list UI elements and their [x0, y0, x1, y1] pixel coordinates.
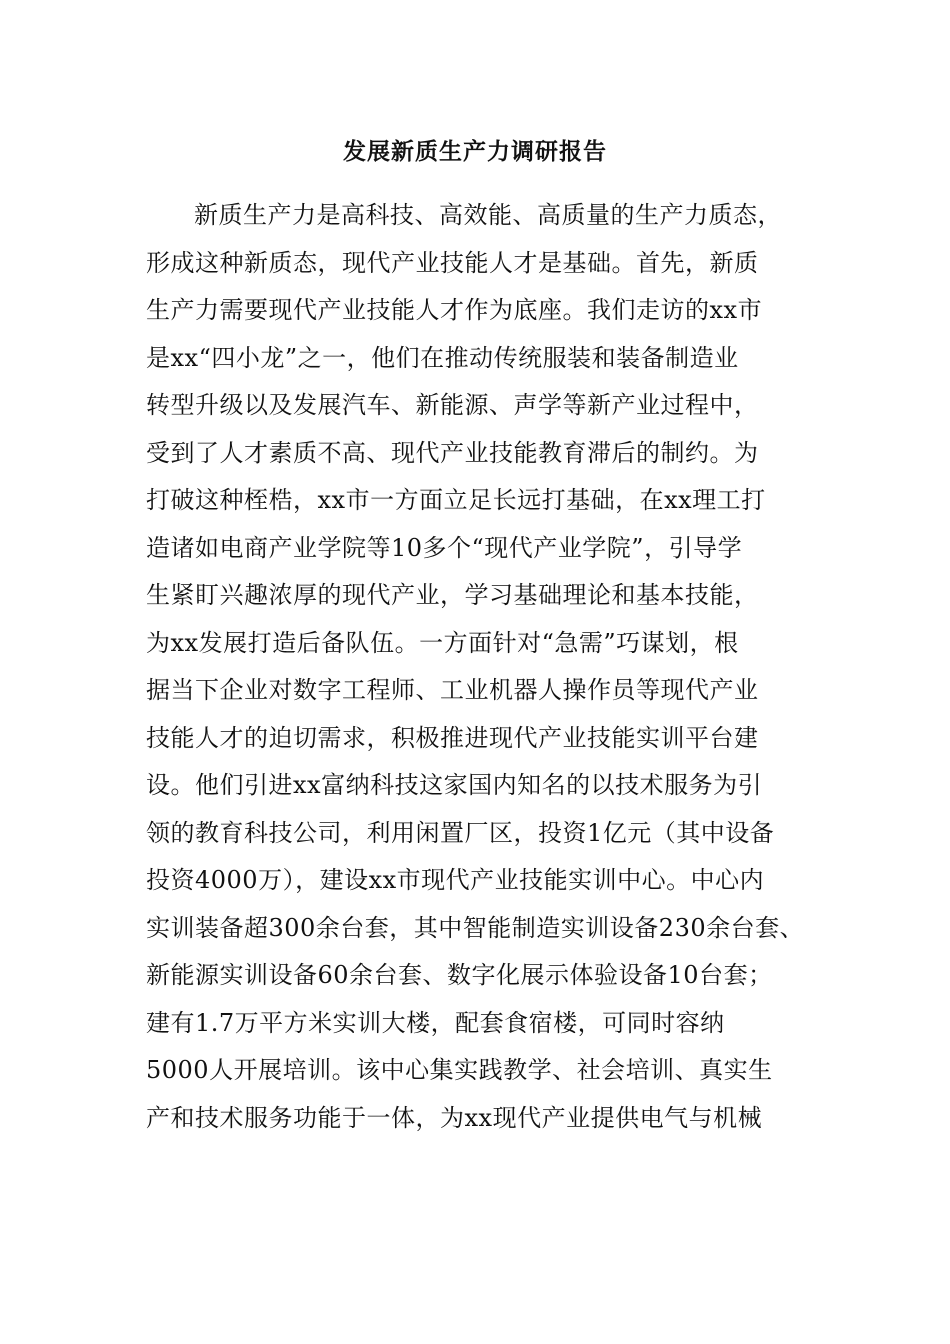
body-line: 5000人开展培训。该中心集实践教学、社会培训、真实生	[146, 1056, 773, 1084]
body-line: 生产力需要现代产业技能人才作为底座。我们走访的xx市	[146, 296, 763, 324]
body-line: 生紧盯兴趣浓厚的现代产业，学习基础理论和基本技能，	[146, 581, 759, 609]
document-title: 发展新质生产力调研报告	[343, 138, 607, 165]
body-line: 造诸如电商产业学院等10多个“现代产业学院”，引导学	[146, 533, 743, 562]
document-body	[146, 192, 846, 1142]
body-line: 技能人才的迫切需求，积极推进现代产业技能实训平台建	[146, 723, 759, 752]
body-line: 设。他们引进xx富纳科技这家国内知名的以技术服务为引	[146, 771, 763, 799]
body-line: 受到了人才素质不高、现代产业技能教育滞后的制约。为	[146, 438, 759, 467]
body-line: 为xx发展打造后备队伍。一方面针对“急需”巧谋划，根	[146, 628, 739, 657]
body-line: 新能源实训设备60余台套、数字化展示体验设备10台套；	[146, 961, 773, 989]
body-line: 转型升级以及发展汽车、新能源、声学等新产业过程中，	[146, 391, 759, 419]
body-line: 领的教育科技公司，利用闲置厂区，投资1亿元（其中设备	[146, 818, 775, 847]
body-line: 打破这种桎梏，xx市一方面立足长远打基础，在xx理工打	[146, 486, 766, 514]
body-line: 产和技术服务功能于一体，为xx现代产业提供电气与机械	[146, 1103, 763, 1132]
body-line: 是xx“四小龙”之一，他们在推动传统服装和装备制造业	[146, 343, 739, 372]
body-line: 新质生产力是高科技、高效能、高质量的生产力质态，	[194, 201, 782, 229]
body-line: 实训装备超300余台套，其中智能制造实训设备230余台套、	[146, 913, 805, 942]
body-line: 投资4000万），建设xx市现代产业技能实训中心。中心内	[146, 866, 765, 894]
body-line: 形成这种新质态，现代产业技能人才是基础。首先，新质	[146, 248, 759, 277]
body-line: 建有1.7万平方米实训大楼，配套食宿楼，可同时容纳	[146, 1008, 725, 1037]
body-line: 据当下企业对数字工程师、工业机器人操作员等现代产业	[146, 676, 759, 704]
